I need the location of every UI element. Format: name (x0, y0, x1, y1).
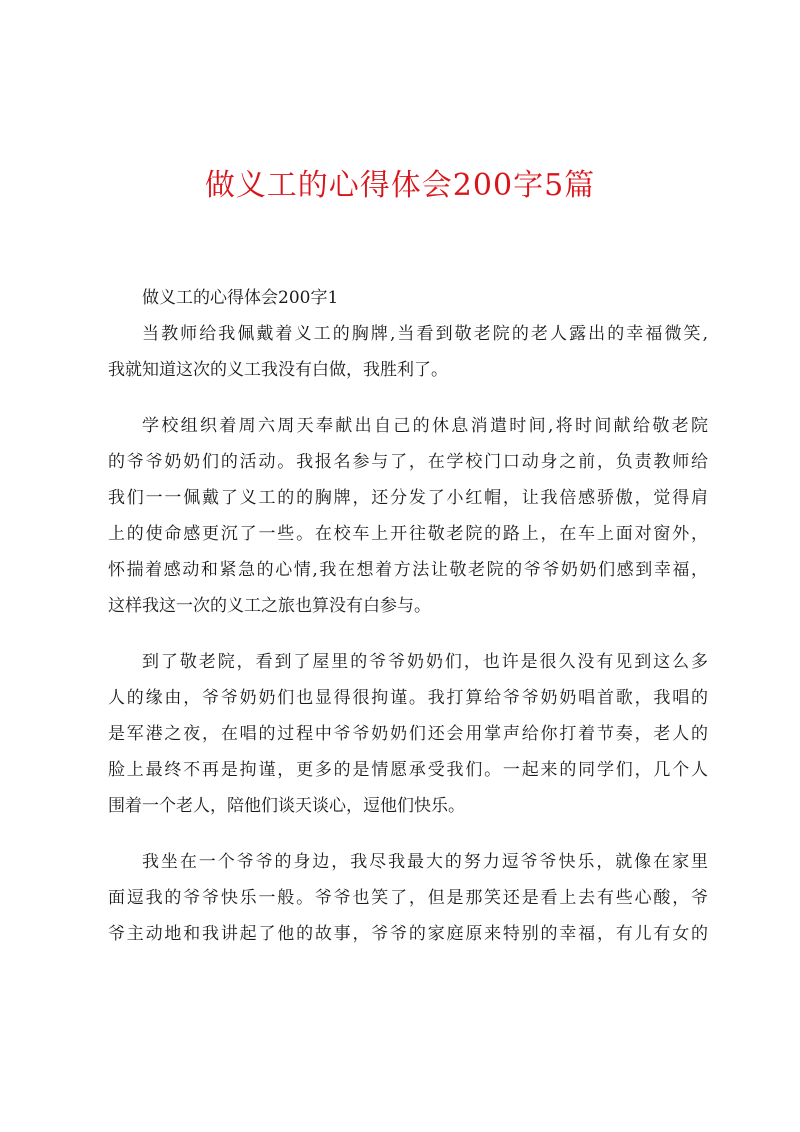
paragraph-3 (108, 644, 708, 824)
paragraph-line: 我就知道这次的义工我没有白做，我胜利了。 (108, 360, 448, 380)
paragraph-line: 我坐在一个爷爷的身边，我尽我最大的努力逗爷爷快乐，就像在家里 (142, 852, 708, 872)
section-heading: 做义工的心得体会200字1 (142, 288, 339, 308)
paragraph-line: 围着一个老人，陪他们谈天谈心，逗他们快乐。 (108, 796, 465, 816)
paragraph-line: 这样我这一次的义工之旅也算没有白参与。 (108, 596, 431, 616)
paragraph-line: 当教师给我佩戴着义工的胸牌,当看到敬老院的老人露出的幸福微笑, (142, 324, 708, 344)
paragraph-line: 怀揣着感动和紧急的心情,我在想着方法让敬老院的爷爷奶奶们感到幸福， (108, 560, 708, 580)
document-body (108, 280, 708, 972)
paragraph-line: 是军港之夜，在唱的过程中爷爷奶奶们还会用掌声给你打着节奏，老人的 (108, 724, 708, 744)
paragraph-line: 面逗我的爷爷快乐一般。爷爷也笑了，但是那笑还是看上去有些心酸，爷 (108, 888, 708, 908)
paragraph-line: 的爷爷奶奶们的活动。我报名参与了，在学校门口动身之前，负责教师给 (108, 452, 708, 472)
paragraph-line: 学校组织着周六周天奉献出自己的休息消遣时间,将时间献给敬老院 (142, 416, 708, 436)
paragraph-line: 我们一一佩戴了义工的的胸牌，还分发了小红帽，让我倍感骄傲，觉得肩 (108, 488, 708, 508)
paragraph-line: 脸上最终不再是拘谨，更多的是情愿承受我们。一起来的同学们，几个人 (108, 760, 708, 780)
paragraph-line: 到了敬老院，看到了屋里的爷爷奶奶们，也许是很久没有见到这么多 (142, 652, 708, 672)
paragraph-1 (108, 316, 708, 388)
paragraph-2 (108, 408, 708, 624)
paragraph-4 (108, 844, 708, 952)
paragraph-line: 上的使命感更沉了一些。在校车上开往敬老院的路上，在车上面对窗外， (108, 524, 708, 544)
paragraph-line: 人的缘由，爷爷奶奶们也显得很拘谨。我打算给爷爷奶奶唱首歌，我唱的 (108, 688, 708, 708)
document-title: 做义工的心得体会200字5篇 (204, 168, 596, 203)
paragraph-line: 爷主动地和我讲起了他的故事，爷爷的家庭原来特别的幸福，有儿有女的 (108, 924, 708, 944)
